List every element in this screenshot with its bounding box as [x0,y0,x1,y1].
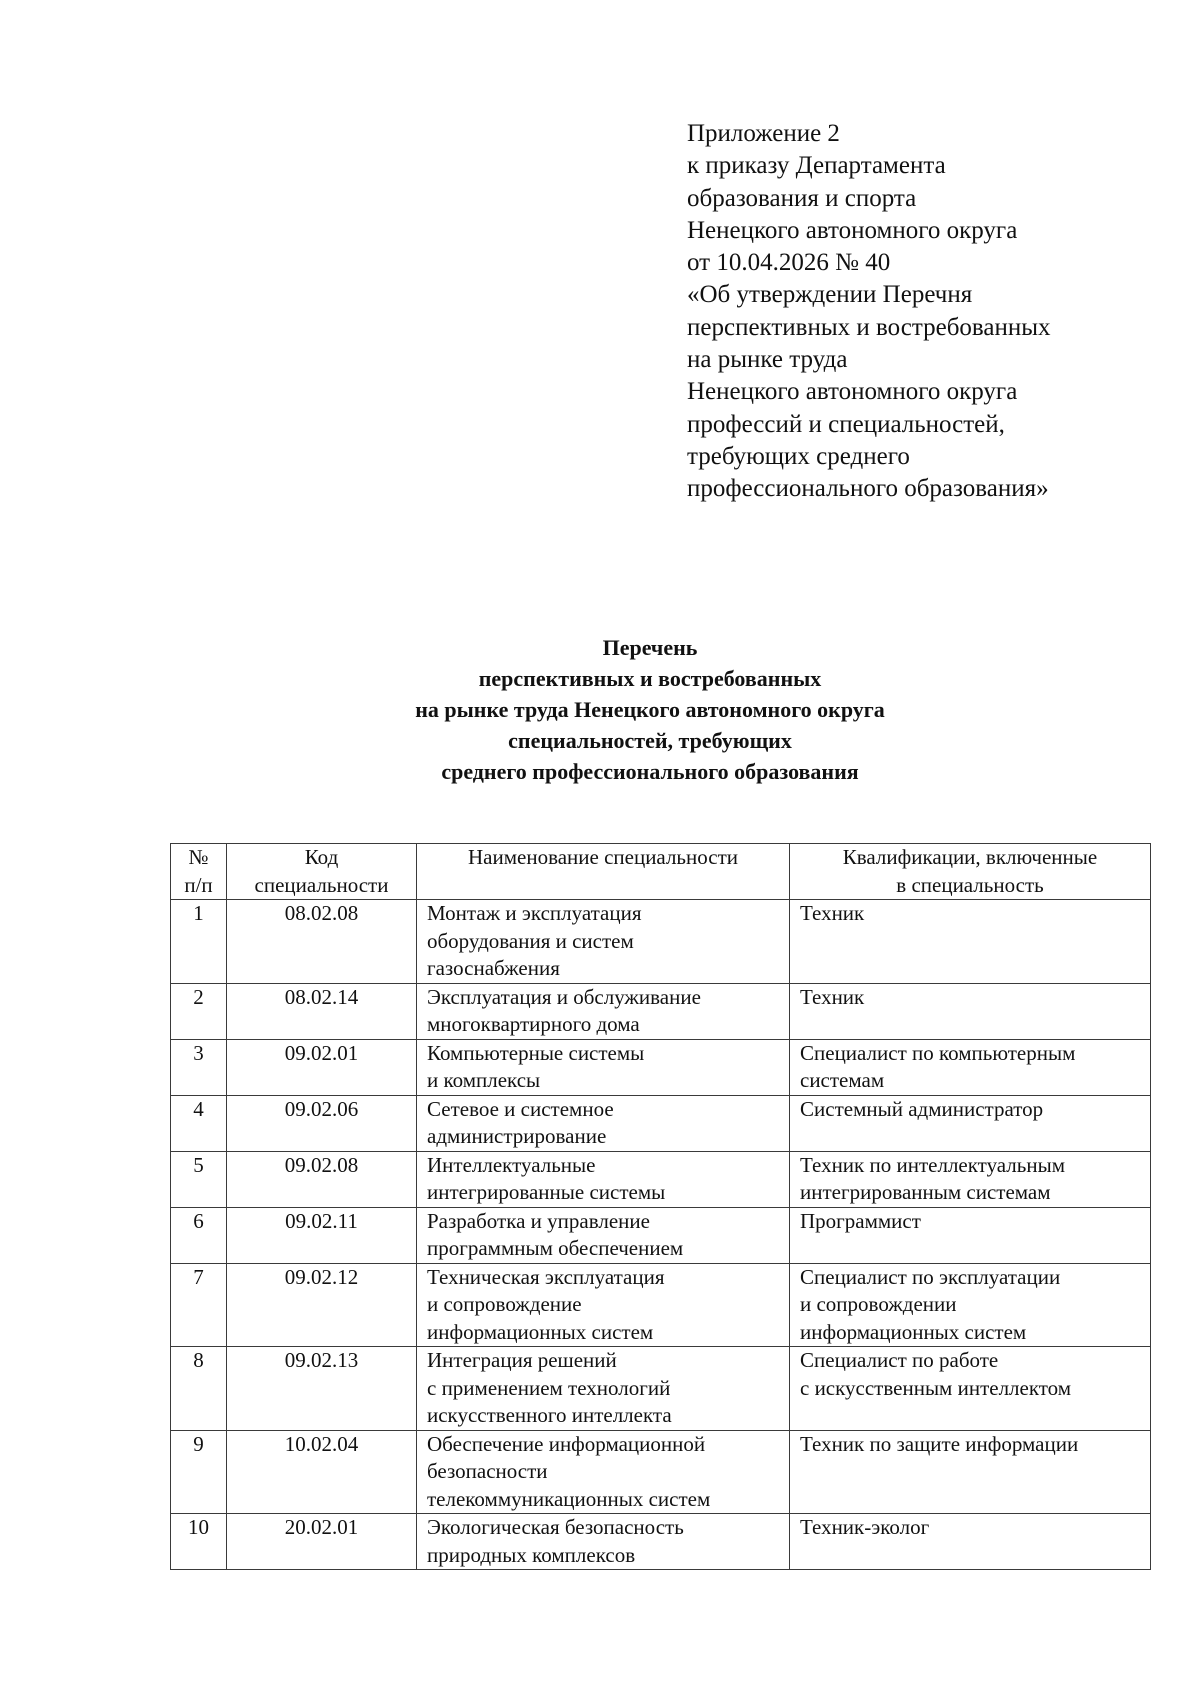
specialty-name [417,1039,790,1095]
specialty-name-line: Эксплуатация и обслуживание [427,984,701,1009]
appendix-line: образования и спорта [687,184,917,212]
specialty-name [417,1347,790,1431]
specialty-name-line: безопасности [427,1459,548,1483]
appendix-line: «Об утверждении Перечня [687,281,973,309]
table-header-row [171,844,1151,900]
specialty-name-line: оборудования и систем [427,928,634,953]
header-text: Квалификации, включенные [842,845,1098,869]
appendix-line: Ненецкого автономного округа [687,216,1018,244]
specialty-name [417,1207,790,1263]
qualification [790,1263,1151,1347]
specialty-name-line: Интеллектуальные [427,1152,596,1177]
qualification-line: Техник-эколог [800,1515,930,1539]
specialty-name-line: Сетевое и системное [427,1096,614,1121]
appendix-header [687,118,1157,506]
table-row [171,1514,1151,1570]
specialty-name [417,900,790,984]
table-row [171,1095,1151,1151]
appendix-line: от 10.04.2026 № 40 [687,249,891,277]
table-row [171,900,1151,984]
qualification-line: Техник [800,984,865,1009]
appendix-line: на рынке труда [687,346,848,374]
specialty-code: 09.02.08 [227,1151,417,1207]
header-qualification [790,844,1151,900]
specialty-code: 09.02.11 [227,1207,417,1263]
specialty-name-line: и комплексы [427,1068,541,1092]
specialty-name [417,1263,790,1347]
table-row [171,1430,1151,1514]
specialty-name-line: телекоммуникационных систем [427,1486,711,1511]
table-row [171,1039,1151,1095]
header-code [227,844,417,900]
specialty-name-line: с применением технологий [427,1375,671,1400]
row-number: 5 [171,1151,227,1207]
specialty-name-line: информационных систем [427,1319,654,1344]
specialty-code: 20.02.01 [227,1514,417,1570]
specialty-name-line: Разработка и управление [427,1208,650,1233]
specialty-code: 09.02.13 [227,1347,417,1431]
appendix-line: перспективных и востребованных [687,313,1051,341]
qualification-line: Специалист по работе [800,1348,999,1372]
qualification-line: Техник по защите информации [800,1431,1079,1456]
row-number: 9 [171,1430,227,1514]
specialties-table [170,843,1151,1570]
qualification-line: Техник [800,901,865,925]
specialty-name-line: администрирование [427,1124,607,1148]
specialty-name-line: газоснабжения [427,956,560,980]
table-header [171,844,1151,900]
table-row [171,1347,1151,1431]
appendix-line: требующих среднего [687,442,910,470]
qualification-line: Специалист по эксплуатации [800,1264,1061,1289]
qualification [790,1095,1151,1151]
header-name [417,844,790,900]
table-row [171,1207,1151,1263]
title-line: специальностей, требующих [508,728,792,753]
appendix-line: Ненецкого автономного округа [687,378,1018,406]
document-title [150,632,1150,787]
specialty-name [417,1151,790,1207]
specialty-name [417,1514,790,1570]
specialty-name-line: Монтаж и эксплуатация [427,901,642,925]
table-row [171,1263,1151,1347]
specialty-code: 10.02.04 [227,1430,417,1514]
row-number: 1 [171,900,227,984]
qualification-line: Специалист по компьютерным [800,1040,1076,1065]
header-text: Наименование специальности [468,845,738,869]
specialty-code: 08.02.14 [227,983,417,1039]
appendix-line: Приложение 2 [687,120,840,147]
qualification-line: с искусственным интеллектом [800,1375,1072,1400]
specialty-code: 09.02.12 [227,1263,417,1347]
row-number: 7 [171,1263,227,1347]
qualification-line: системам [800,1068,885,1092]
row-number: 2 [171,983,227,1039]
row-number: 8 [171,1347,227,1431]
qualification [790,1151,1151,1207]
qualification-line: информационных систем [800,1319,1027,1344]
specialty-name [417,1095,790,1151]
row-number: 10 [171,1514,227,1570]
specialty-name-line: природных комплексов [427,1542,636,1567]
qualification-line: интегрированным системам [800,1180,1051,1204]
title-line: Перечень [602,635,698,660]
header-text: в специальность [896,872,1044,897]
title-line: перспективных и востребованных [478,666,822,691]
specialty-name [417,1430,790,1514]
header-text: № [188,845,209,869]
specialty-name-line: Экологическая безопасность [427,1515,684,1539]
specialty-name-line: программным обеспечением [427,1236,684,1260]
qualification-line: Системный администратор [800,1096,1044,1121]
appendix-line: профессий и специальностей, [687,410,1005,438]
specialty-name-line: и сопровождение [427,1292,582,1316]
header-text: п/п [184,872,213,897]
row-number: 3 [171,1039,227,1095]
specialty-name-line: Интеграция решений [427,1348,617,1372]
specialty-name [417,983,790,1039]
qualification-line: и сопровождении [800,1292,957,1316]
qualification [790,1430,1151,1514]
qualification [790,1207,1151,1263]
qualification [790,900,1151,984]
qualification-line: Программист [800,1208,921,1233]
row-number: 6 [171,1207,227,1263]
appendix-line: профессионального образования» [687,475,1049,503]
title-line: среднего профессионального образования [441,759,859,784]
table-row [171,983,1151,1039]
table-body [171,900,1151,1570]
qualification [790,1514,1151,1570]
header-text: Код [304,845,339,869]
qualification-line: Техник по интеллектуальным [800,1152,1065,1177]
specialty-name-line: интегрированные системы [427,1180,666,1204]
specialty-name-line: Компьютерные системы [427,1040,645,1065]
specialty-name-line: Обеспечение информационной [427,1431,706,1456]
qualification [790,1347,1151,1431]
specialty-name-line: Техническая эксплуатация [427,1264,665,1289]
specialty-code: 09.02.06 [227,1095,417,1151]
specialty-code: 08.02.08 [227,900,417,984]
header-number [171,844,227,900]
specialty-code: 09.02.01 [227,1039,417,1095]
header-text: специальности [254,872,389,897]
qualification [790,983,1151,1039]
row-number: 4 [171,1095,227,1151]
title-line: на рынке труда Ненецкого автономного округа [415,697,885,722]
qualification [790,1039,1151,1095]
appendix-line: к приказу Департамента [687,152,946,180]
specialty-name-line: многоквартирного дома [427,1012,640,1036]
table-row [171,1151,1151,1207]
specialty-name-line: искусственного интеллекта [427,1403,672,1427]
